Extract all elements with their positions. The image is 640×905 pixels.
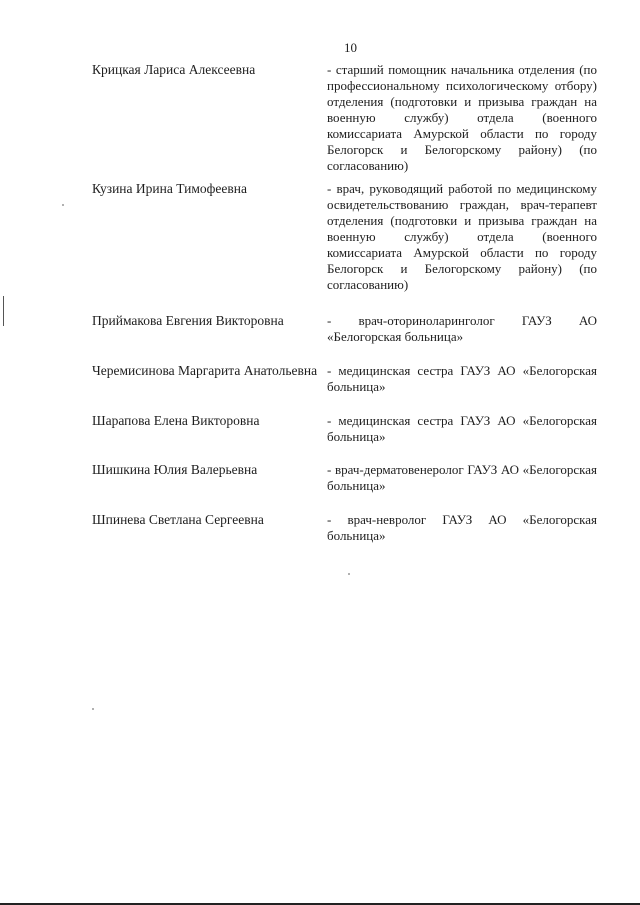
member-role: - врач-дерматовенеролог ГАУЗ АО «Белогорская больница» bbox=[327, 462, 597, 493]
member-name: Черемисинова Маргарита Анатольевна bbox=[92, 363, 318, 378]
member-name: Шарапова Елена Викторовна bbox=[92, 413, 260, 428]
scan-speck bbox=[92, 708, 94, 710]
member-name: Крицкая Лариса Алексеевна bbox=[92, 62, 256, 77]
member-role: - врач-невролог ГАУЗ АО «Белогорская больница» bbox=[327, 512, 597, 543]
member-role: - старший помощник начальника отделения (по профессиональному психологическому отбору) отделения (подготовки и призыва граждан на военную службу) отдела (военного комиссариата Амурской области по городу Белогорск и Белогорскому району) (по согласованию) bbox=[327, 62, 597, 173]
member-role: - врач, руководящий работой по медицинскому освидетельствованию граждан, врач-терапевт отделения (подготовки и призыва граждан на военную службу) отдела (военного комиссариата Амурской области по городу Белогорск и Белогорскому району) (по согласованию) bbox=[327, 181, 597, 292]
member-role: - медицинская сестра ГАУЗ АО «Белогорская больница» bbox=[327, 413, 597, 444]
member-name: Кузина Ирина Тимофеевна bbox=[92, 181, 247, 196]
member-role: - врач-оториноларинголог ГАУЗ АО «Белогорская больница» bbox=[327, 313, 597, 344]
member-name: Шишкина Юлия Валерьевна bbox=[92, 462, 258, 477]
member-name: Шпинева Светлана Сергеевна bbox=[92, 512, 264, 527]
scan-speck bbox=[348, 573, 350, 575]
scan-edge-mark bbox=[3, 296, 4, 326]
scan-speck bbox=[62, 204, 64, 206]
member-role: - медицинская сестра ГАУЗ АО «Белогорская больница» bbox=[327, 363, 597, 394]
page-number: 10 bbox=[344, 40, 357, 55]
member-name: Приймакова Евгения Викторовна bbox=[92, 313, 284, 328]
